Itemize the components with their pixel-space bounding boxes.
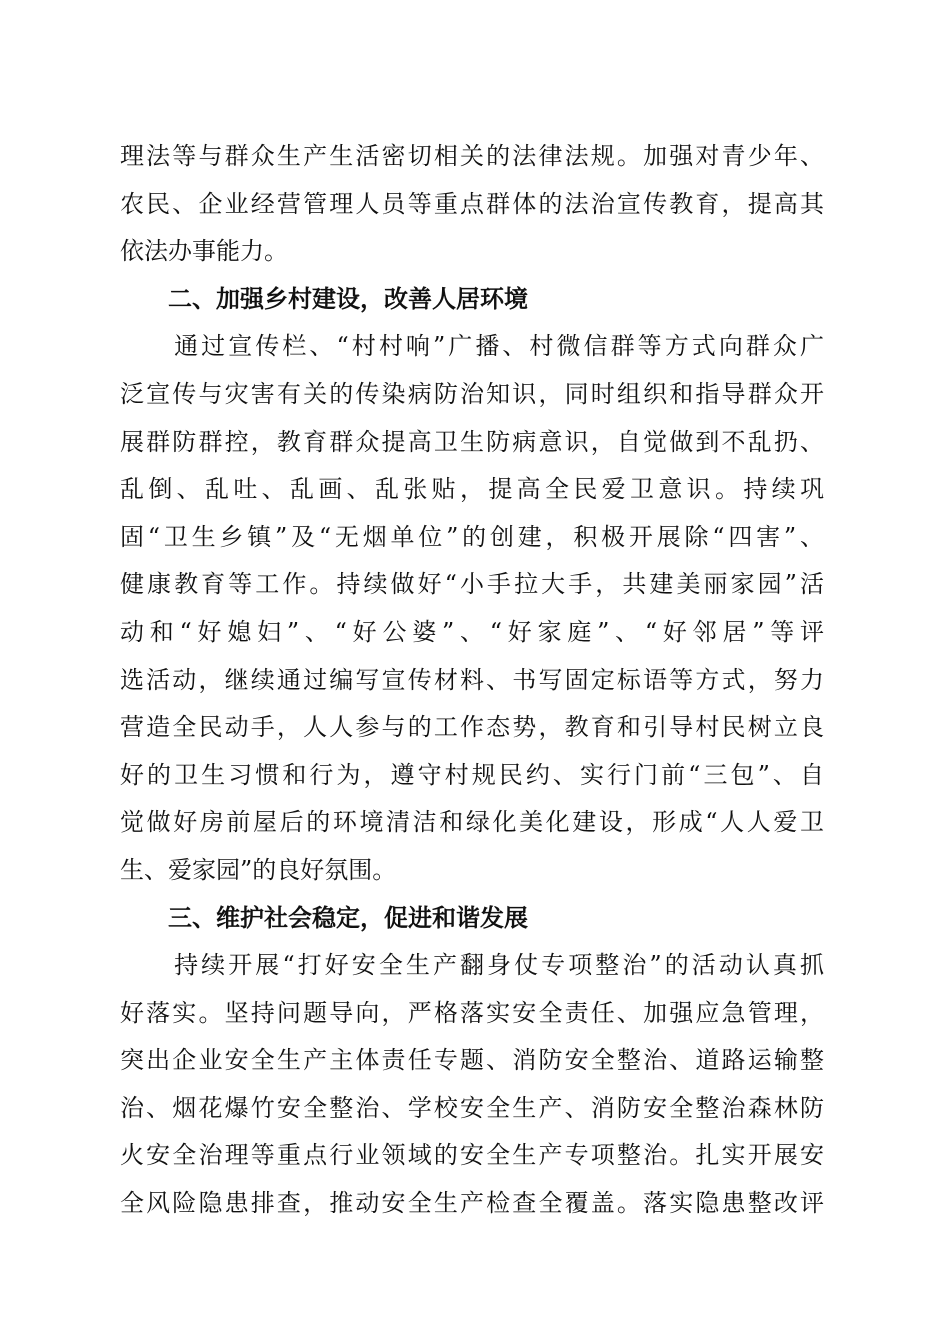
section-heading-rural-construction: 二、加强乡村建设，改善人居环境: [168, 284, 528, 313]
document-page: [120, 133, 824, 1228]
paragraph-line: 好落实。坚持问题导向，严格落实安全责任、加强应急管理，: [120, 998, 824, 1027]
paragraph-line: 动和“好媳妇”、“好公婆”、“好家庭”、“好邻居”等评: [120, 617, 824, 646]
paragraph-line: 通过宣传栏、“村村响”广播、村微信群等方式向群众广: [120, 332, 824, 361]
paragraph-line: 持续开展“打好安全生产翻身仗专项整治”的活动认真抓: [120, 951, 824, 980]
paragraph-line: 生、爱家园”的良好氛围。: [120, 855, 397, 884]
rural-construction-paragraph: [120, 323, 824, 894]
paragraph-line: 泛宣传与灾害有关的传染病防治知识，同时组织和指导群众开: [120, 379, 824, 408]
paragraph-line: 觉做好房前屋后的环境清洁和绿化美化建设，形成“人人爱卫: [120, 808, 824, 837]
paragraph-line: 好的卫生习惯和行为，遵守村规民约、实行门前“三包”、自: [120, 760, 824, 789]
paragraph-line: 选活动，继续通过编写宣传材料、书写固定标语等方式，努力: [120, 665, 824, 694]
paragraph-line: 乱倒、乱吐、乱画、乱张贴，提高全民爱卫意识。持续巩: [120, 475, 824, 504]
paragraph-line: 健康教育等工作。持续做好“小手拉大手，共建美丽家园”活: [120, 570, 824, 599]
paragraph-line: 固“卫生乡镇”及“无烟单位”的创建，积极开展除“四害”、: [120, 522, 824, 551]
paragraph-line: 依法办事能力。: [120, 237, 288, 266]
paragraph-line: 治、烟花爆竹安全整治、学校安全生产、消防安全整治森林防: [120, 1093, 824, 1122]
paragraph-line: 理法等与群众生产生活密切相关的法律法规。加强对青少年、: [120, 142, 824, 170]
section-heading-social-stability: 三、维护社会稳定，促进和谐发展: [168, 903, 528, 932]
paragraph-line: 突出企业安全生产主体责任专题、消防安全整治、道路运输整: [120, 1046, 824, 1075]
paragraph-line: 农民、企业经营管理人员等重点群体的法治宣传教育，提高其: [120, 189, 824, 218]
social-stability-paragraph: [120, 942, 824, 1228]
intro-paragraph: [120, 133, 824, 276]
paragraph-line: 展群防群控，教育群众提高卫生防病意识，自觉做到不乱扔、: [120, 427, 824, 456]
paragraph-line: 火安全治理等重点行业领域的安全生产专项整治。扎实开展安: [120, 1141, 824, 1170]
paragraph-line: 营造全民动手，人人参与的工作态势，教育和引导村民树立良: [120, 713, 824, 742]
paragraph-line: 全风险隐患排查，推动安全生产检查全覆盖。落实隐患整改评: [120, 1189, 824, 1218]
